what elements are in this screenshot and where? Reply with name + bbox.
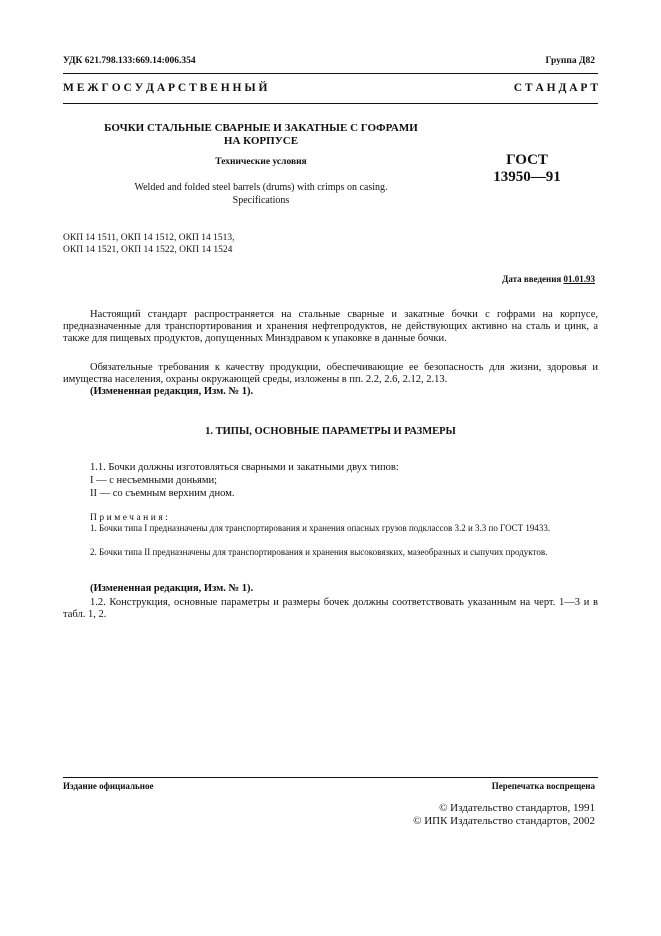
amendment-note-2: (Измененная редакция, Изм. № 1). (90, 583, 254, 594)
gost-designation (482, 152, 572, 186)
document-subtitle: Технические условия (215, 157, 307, 167)
clause-1-1: 1.1. Бочки должны изготовляться сварными и закатными двух типов: (90, 462, 399, 473)
okp-line-1: ОКП 14 1511, ОКП 14 1512, ОКП 14 1513, (63, 233, 235, 243)
amendment-note-1: (Измененная редакция, Изм. № 1). (90, 386, 254, 397)
udk-code: УДК 621.798.133:669.14:006.354 (63, 56, 196, 66)
english-title-line-1: Welded and folded steel barrels (drums) with crimps on casing. (134, 182, 388, 193)
clause-1-2: 1.2. Конструкция, основные параметры и размеры бочек должны соответствовать указанным на черт. 1—3 и в табл. 1, 2. (63, 597, 598, 620)
copyright-1991: © Издательство стандартов, 1991 (439, 802, 595, 814)
intro-paragraph-1: Настоящий стандарт распространяется на стальные сварные и закатные бочки с гофрами на корпусе, предназначенные для транспортирования и хранения нефтепродуктов, не действующих активно на сталь и цинк, а также для пищевых продуктов, допущенных Минздравом к упаковке в данные бочки. (63, 309, 598, 344)
type-1-item: I — с несъемными доньями; (90, 475, 218, 486)
gost-number: 13950—91 (493, 169, 561, 185)
effective-date-value: 01.01.93 (563, 274, 595, 284)
document-title (63, 122, 459, 148)
reprint-prohibited: Перепечатка воспрещена (491, 781, 595, 791)
banner-word-interstate: М Е Ж Г О С У Д А Р С Т В Е Н Н Ы Й (63, 82, 268, 94)
bottom-divider (63, 777, 598, 778)
okp-line-2: ОКП 14 1521, ОКП 14 1522, ОКП 14 1524 (63, 245, 233, 255)
banner-divider (63, 103, 598, 104)
banner-word-standard: С Т А Н Д А Р Т (513, 82, 598, 94)
note-1: 1. Бочки типа I предназначены для транспортирования и хранения опасных грузов подклассов 3.2 и 3.3 по ГОСТ 19433. (90, 523, 551, 533)
intro-paragraph-2: Обязательные требования к качеству продукции, обеспечивающие ее безопасность для жизни, здоровья и имущества населения, охраны окружающей среды, изложены в пп. 2.2, 2.6, 2.12, 2.13. (63, 362, 598, 385)
notes-heading: Примечания: (90, 513, 171, 523)
effective-date (502, 274, 595, 284)
type-2-item: II — со съемным верхним дном. (90, 488, 235, 499)
english-title-line-2: Specifications (232, 195, 290, 206)
gost-label: ГОСТ (506, 152, 548, 168)
english-title (63, 181, 459, 207)
title-line-2: НА КОРПУСЕ (223, 135, 299, 147)
official-edition: Издание официальное (63, 781, 154, 791)
copyright-2002: © ИПК Издательство стандартов, 2002 (413, 815, 595, 827)
note-2: 2. Бочки типа II предназначены для транспортирования и хранения высоковязких, мазеобразных и сыпучих продуктов. (90, 547, 548, 557)
top-divider (63, 73, 598, 74)
standard-banner (63, 82, 598, 94)
section-1-heading: 1. ТИПЫ, ОСНОВНЫЕ ПАРАМЕТРЫ И РАЗМЕРЫ (205, 426, 456, 437)
title-line-1: БОЧКИ СТАЛЬНЫЕ СВАРНЫЕ И ЗАКАТНЫЕ С ГОФРАМИ (104, 122, 418, 134)
effective-date-label: Дата введения (502, 274, 562, 284)
group-code: Группа Д82 (545, 56, 595, 66)
okp-codes (63, 232, 234, 256)
